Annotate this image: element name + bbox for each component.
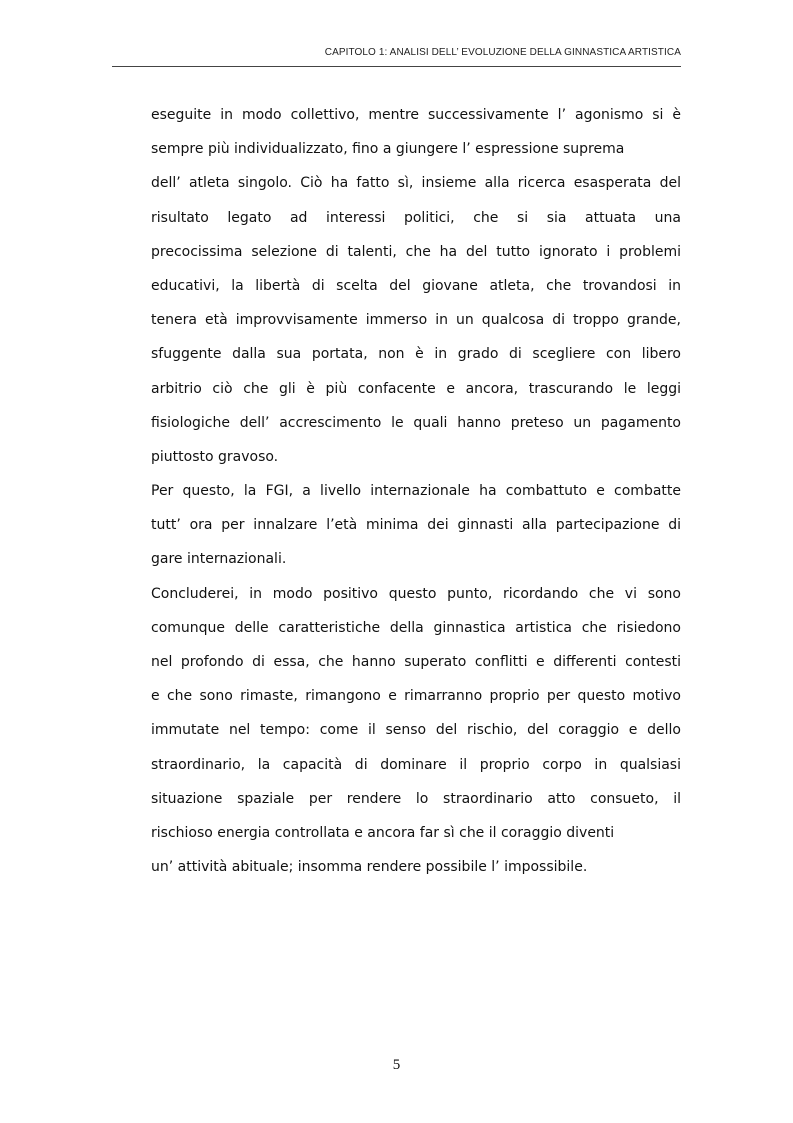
text-line: risultato legato ad interessi politici, che si sia attuata una — [151, 209, 681, 226]
text-line: arbitrio ciò che gli è più confacente e ancora, trascurando le leggi — [151, 380, 681, 397]
text-line: Concluderei, in modo positivo questo punto, ricordando che vi sono — [151, 585, 681, 602]
running-header: CAPITOLO 1: ANALISI DELL’ EVOLUZIONE DELLA GINNASTICA ARTISTICA — [324, 47, 681, 58]
text-line: fisiologiche dell’ accrescimento le quali hanno preteso un pagamento — [151, 414, 681, 431]
text-line: comunque delle caratteristiche della ginnastica artistica che risiedono — [151, 619, 681, 636]
text-line: gare internazionali. — [151, 551, 287, 568]
text-line: sfuggente dalla sua portata, non è in grado di scegliere con libero — [151, 346, 681, 363]
text-line: piuttosto gravoso. — [151, 448, 279, 465]
text-line: rischioso energia controllata e ancora far sì che il coraggio diventi — [151, 824, 615, 841]
text-line: straordinario, la capacità di dominare il proprio corpo in qualsiasi — [151, 756, 681, 773]
body-text — [151, 98, 681, 884]
text-line: tenera età improvvisamente immerso in un qualcosa di troppo grande, — [151, 312, 681, 329]
header-rule — [112, 66, 681, 67]
text-line: educativi, la libertà di scelta del giovane atleta, che trovandosi in — [151, 277, 681, 294]
text-line: sempre più individualizzato, fino a giungere l’ espressione suprema — [151, 141, 625, 158]
text-line: situazione spaziale per rendere lo straordinario atto consueto, il — [151, 790, 681, 807]
page-number: 5 — [392, 1057, 401, 1073]
text-line: Per questo, la FGI, a livello internazionale ha combattuto e combatte — [151, 483, 681, 500]
text-line: nel profondo di essa, che hanno superato conflitti e differenti contesti — [151, 654, 681, 670]
text-line: precocissima selezione di talenti, che ha del tutto ignorato i problemi — [151, 243, 681, 260]
text-line: un’ attività abituale; insomma rendere possibile l’ impossibile. — [151, 859, 588, 876]
text-line: dell’ atleta singolo. Ciò ha fatto sì, insieme alla ricerca esasperata del — [151, 175, 681, 192]
text-line: eseguite in modo collettivo, mentre successivamente l’ agonismo si è — [151, 107, 681, 123]
text-line: tutt’ ora per innalzare l’età minima dei ginnasti alla partecipazione di — [151, 517, 681, 534]
text-line: immutate nel tempo: come il senso del rischio, del coraggio e dello — [151, 722, 681, 739]
text-line: e che sono rimaste, rimangono e rimarranno proprio per questo motivo — [151, 688, 681, 705]
